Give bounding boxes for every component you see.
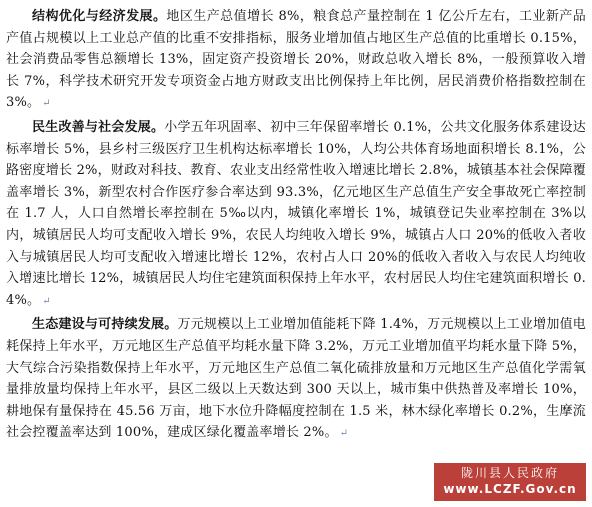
paragraph-body: 万元规模以上工业增加值能耗下降 1.4%，万元规模以上工业增加值电耗保持上年水平，万元地区生产总值平均耗水量下降 3.2%，万元工业增加值平均耗水量下降 5%，大气综合污染指数保持上年水平，万元地区生产总值二氧化硫排放量和万元地区生产总值化学需氧量排放量均保持上年水平，县区二级以上天数达到 300 天以上，城市集中供热普及率增长 10%，耕地保有量保持在 45.56 万亩，地下水位升降幅度控制在 1.5 米，林木绿化率增长 0.2%，生摩流社会控覆盖率达到 100%，建成区绿化覆盖率增长 2%。: [6, 317, 586, 441]
watermark-url: www.LCZF.Gov.cn: [443, 482, 577, 496]
paragraph-heading: 生态建设与可持续发展。: [32, 317, 178, 333]
watermark-org-name: 陇川县人民政府: [460, 466, 559, 480]
site-watermark: [434, 463, 586, 501]
paragraph-mark-icon: ↵: [42, 295, 51, 307]
paragraph-body: 小学五年巩固率、初中三年保留率增长 0.1%，公共文化服务体系建设达标率增长 5%，县乡村三级医疗卫生机构达标率增长 10%，人均公共体育场地面积增长 8.1%，公路密度增长 2%，财政对科技、教育、农业支出经常性收入增速比增长 2.8%，城镇基本社会保障覆盖率增长 3%，新型农村合作医疗参合率达到 93.3%，亿元地区生产总值生产安全事故死亡率控制在 1.7 人，人口自然增长率控制在 5‰以内，城镇化率增长 1%，城镇登记失业率控制在 3%以内，城镇居民人均可支配收入增长 9%，农民人均纯收入增长 9%，城镇占人口 20%的低收入者收入与城镇居民人均可支配收入增速比增长 12%，农村占人口 20%的低收入者收入与农民人均纯收入增速比增长 12%，城镇居民人均住宅建筑面积保持上年水平，农村居民人均住宅建筑面积增长 0.4%。: [6, 119, 586, 308]
paragraph-mark-icon: ↵: [42, 98, 51, 110]
paragraph-mark-icon: ↵: [339, 428, 349, 440]
paragraph-heading: 民生改善与社会发展。: [32, 119, 165, 135]
paragraph-ecology-sustainability: [6, 314, 586, 445]
paragraph-livelihood-society: [6, 117, 586, 312]
paragraph-heading: 结构优化与经济发展。: [32, 9, 167, 24]
paragraph-structure-economy: [6, 6, 586, 115]
paragraph-body: 地区生产总值增长 8%，粮食总产量控制在 1 亿公斤左右，工业新产品产值占规模以上工业总产值的比重不安排指标，服务业增加值占地区生产总值的比重增长 0.15%，社会消费品零售总额增长 13%，固定资产投资增长 20%，财政总收入增长 8%，一般预算收入增长 7%，科学技术研究开发专项资金占地方财政支出比例保持上年比例，居民消费价格指数控制在 3%。: [6, 9, 586, 111]
